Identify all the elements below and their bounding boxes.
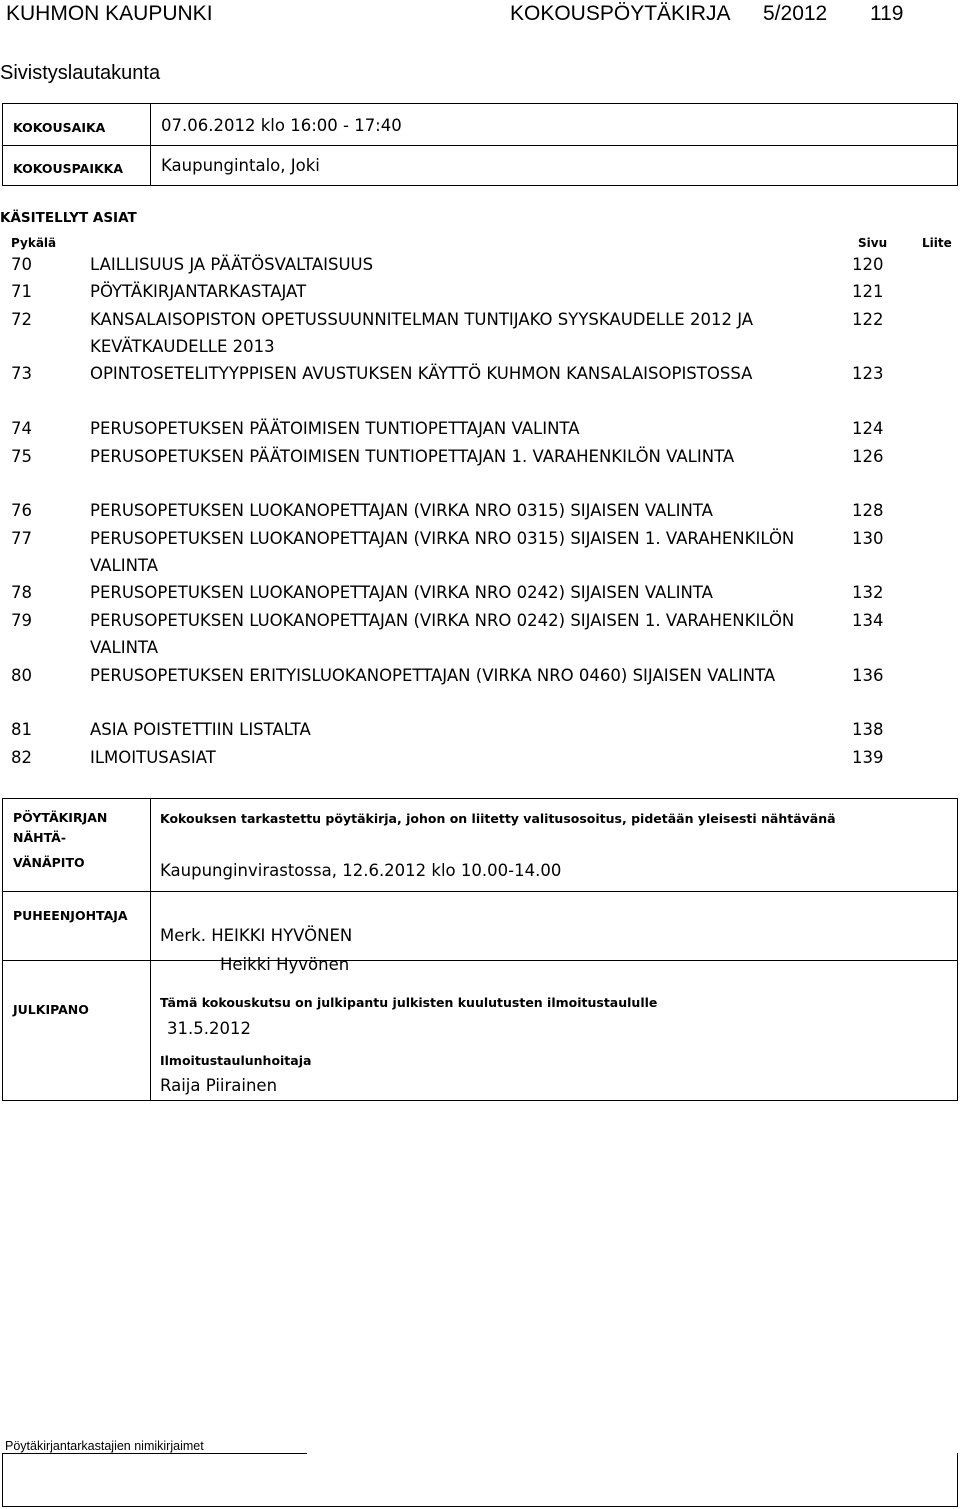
item-title: PERUSOPETUKSEN LUOKANOPETTAJAN (VIRKA NRO 0315) SIJAISEN VALINTA (90, 501, 713, 520)
item-page: 132 (852, 583, 884, 602)
item-title: OPINTOSETELITYYPPISEN AVUSTUKSEN KÄYTTÖ KUHMON KANSALAISOPISTOSSA (90, 364, 753, 383)
committee-name: Sivistyslautakunta (0, 62, 161, 84)
page-number: 119 (870, 2, 904, 25)
public-display-note: Kokouksen tarkastettu pöytäkirja, johon on liitetty valitusosoitus, pidetään yleisesti nähtävänä (160, 811, 836, 826)
board-keeper-name: Raija Piirainen (160, 1076, 278, 1095)
notice-label: JULKIPANO (13, 1002, 89, 1017)
item-page: 134 (852, 611, 884, 630)
issue-number: 5/2012 (763, 2, 828, 25)
item-page: 120 (852, 255, 884, 274)
organization-name: KUHMON KAUPUNKI (6, 2, 213, 25)
item-number: 79 (11, 611, 32, 630)
notice-text: Tämä kokouskutsu on julkipantu julkisten kuulutusten ilmoitustaululle (160, 995, 658, 1010)
item-page: 122 (852, 310, 884, 329)
public-display-label-3: VÄNÄPITO (13, 855, 85, 870)
item-page: 139 (852, 748, 884, 767)
item-number: 74 (11, 419, 32, 438)
item-title: PERUSOPETUKSEN LUOKANOPETTAJAN (VIRKA NRO 0242) SIJAISEN 1. VARAHENKILÖN VALINTA (90, 611, 795, 657)
document-type: KOKOUSPÖYTÄKIRJA (510, 2, 731, 25)
meeting-time-label: KOKOUSAIKA (13, 120, 106, 135)
row-divider (3, 960, 957, 961)
item-page: 126 (852, 447, 884, 466)
meeting-place-row (3, 145, 957, 185)
item-title: ASIA POISTETTIIN LISTALTA (90, 720, 311, 739)
public-display-label-2: NÄHTÄ- (13, 830, 67, 845)
chair-label: PUHEENJOHTAJA (13, 908, 128, 923)
chair-signature: Merk. HEIKKI HYVÖNEN (160, 926, 353, 945)
item-page: 128 (852, 501, 884, 520)
item-number: 73 (11, 364, 32, 383)
row-divider (3, 891, 957, 892)
item-title: PERUSOPETUKSEN PÄÄTOIMISEN TUNTIOPETTAJAN 1. VARAHENKILÖN VALINTA (90, 447, 735, 466)
item-title: PERUSOPETUKSEN LUOKANOPETTAJAN (VIRKA NRO 0242) SIJAISEN VALINTA (90, 583, 713, 602)
item-title: PERUSOPETUKSEN LUOKANOPETTAJAN (VIRKA NRO 0315) SIJAISEN 1. VARAHENKILÖN VALINTA (90, 529, 795, 575)
item-title: PÖYTÄKIRJANTARKASTAJAT (90, 282, 307, 301)
column-divider (150, 104, 151, 185)
item-page: 136 (852, 666, 884, 685)
item-number: 82 (11, 748, 32, 767)
item-title: KANSALAISOPISTON OPETUSSUUNNITELMAN TUNTIJAKO SYYSKAUDELLE 2012 JA KEVÄTKAUDELLE 2013 (90, 310, 754, 356)
item-page: 138 (852, 720, 884, 739)
item-page: 121 (852, 282, 884, 301)
item-title: PERUSOPETUKSEN ERITYISLUOKANOPETTAJAN (VIRKA NRO 0460) SIJAISEN VALINTA (90, 666, 776, 685)
signature-divider (2, 1453, 307, 1454)
notice-date: 31.5.2012 (167, 1019, 251, 1038)
item-number: 78 (11, 583, 32, 602)
meeting-time-row (3, 104, 957, 146)
section-title: KÄSITELLYT ASIAT (0, 210, 137, 226)
item-number: 72 (11, 310, 32, 329)
footer-info-table (2, 798, 958, 1101)
item-number: 80 (11, 666, 32, 685)
item-title: LAILLISUUS JA PÄÄTÖSVALTAISUUS (90, 255, 374, 274)
column-header-item: Pykälä (11, 236, 57, 250)
column-header-attachment: Liite (922, 236, 952, 250)
column-header-page: Sivu (858, 236, 888, 250)
board-keeper-label: Ilmoitustaulunhoitaja (160, 1053, 312, 1068)
item-number: 76 (11, 501, 32, 520)
chair-name: Heikki Hyvönen (220, 955, 350, 974)
public-display-place: Kaupunginvirastossa, 12.6.2012 klo 10.00-14.00 (160, 861, 562, 880)
meeting-info-table (2, 103, 958, 186)
meeting-time-value: 07.06.2012 klo 16:00 - 17:40 (161, 116, 402, 135)
item-title: ILMOITUSASIAT (90, 748, 216, 767)
item-number: 77 (11, 529, 32, 548)
item-page: 123 (852, 364, 884, 383)
public-display-label-1: PÖYTÄKIRJAN (13, 810, 108, 825)
signatures-label: Pöytäkirjantarkastajien nimikirjaimet (5, 1439, 204, 1453)
item-number: 71 (11, 282, 32, 301)
item-page: 130 (852, 529, 884, 548)
item-title: PERUSOPETUKSEN PÄÄTOIMISEN TUNTIOPETTAJAN VALINTA (90, 419, 580, 438)
item-number: 75 (11, 447, 32, 466)
column-divider (150, 799, 151, 1100)
meeting-place-label: KOKOUSPAIKKA (13, 161, 124, 176)
item-number: 81 (11, 720, 32, 739)
meeting-place-value: Kaupungintalo, Joki (161, 156, 320, 175)
item-page: 124 (852, 419, 884, 438)
item-number: 70 (11, 255, 32, 274)
signature-box (2, 1453, 958, 1507)
